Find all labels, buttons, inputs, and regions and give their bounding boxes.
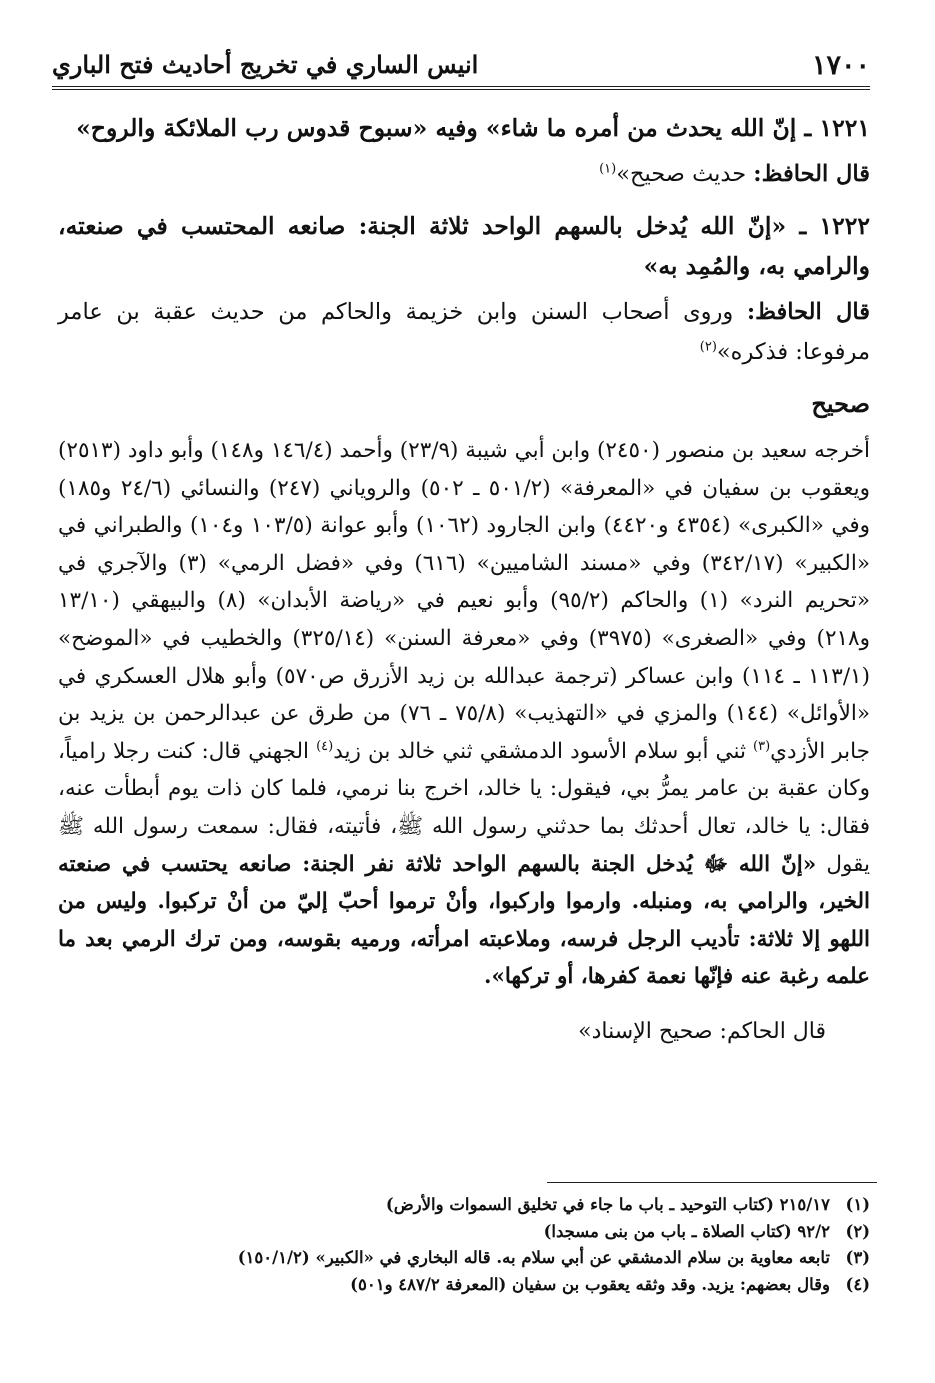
takhrij-paragraph [58, 432, 870, 996]
hadith-1221: ١٢٢١ ـ إنّ الله يحدث من أمره ما شاء» وفيه «سبوح قدوس رب الملائكة والروح» [76, 114, 870, 142]
footnote-ref-1: (١) [599, 161, 617, 177]
footnote-number: (١) [845, 1195, 870, 1214]
footnote-ref-2: (٢) [699, 339, 717, 355]
page-body [58, 108, 870, 1052]
page-header [52, 44, 870, 90]
footnote-rule [547, 1182, 877, 1183]
takhrij-part-3: الجهني قال: كنت رجلا رامياً، وكان عقبة بن عامر يمرُّ بي، فيقول: يا خالد، اخرج بنا نرمي، فلما كان ذات يوم أبطأت عنه، فقال: يا خالد، تعال أحدثك بما حدثني رسول الله ﷺ، فأتيته، فقال: سمعت رسول الله ﷺ يقول [58, 738, 870, 877]
footnote-text: وقال بعضهم: يزيد. وقد وثقه يعقوب بن سفيان (المعرفة ٤٨٧/٢ و٥٠١) [350, 1274, 830, 1294]
hafiz-comment-1221 [58, 154, 870, 194]
footnote-ref-3: (٣) [753, 738, 771, 754]
footnote-text: ٩٢/٢ (كتاب الصلاة ـ باب من بنى مسجدا) [543, 1221, 830, 1241]
hadith-1222: ١٢٢٢ ـ «إنّ الله يُدخل بالسهم الواحد ثلاثة الجنة: صانعه المحتسب في صنعته، والرامي به، والمُمِد به» [58, 212, 870, 280]
takhrij-part-2: ثني أبو سلام الأسود الدمشقي ثني خالد بن زيد [333, 738, 754, 764]
footnote-1 [58, 1192, 870, 1219]
said-text: وروى أصحاب السنن وابن خزيمة والحاكم من حديث عقبة بن عامر مرفوعا: فذكره» [58, 299, 870, 365]
said-label: قال الحافظ: [753, 161, 870, 187]
header-rule [52, 86, 870, 90]
hakim-verdict: قال الحاكم: صحيح الإسناد» [578, 1018, 826, 1044]
hadith-text-bold: «إنّ الله ﷻ يُدخل الجنة بالسهم الواحد ثلاثة نفر الجنة: صانعه يحتسب في صنعته الخير، والرامي به، ومنبله. وارموا واركبوا، وأنْ ترموا أحبّ إليّ من أنْ تركبوا. وليس من اللهو إلا ثلاثة: تأديب الرجل فرسه، وملاعبته امرأته، ورميه بقوسه، ومن ترك الرمي بعد ما علمه رغبة عنه فإنّها نعمة كفرها، أو تركها». [58, 851, 870, 990]
running-title: انيس الساري في تخريج أحاديث فتح الباري [52, 50, 479, 79]
footnote-number: (٢) [845, 1221, 870, 1241]
page-number: ١٧٠٠ [811, 50, 870, 81]
hafiz-comment-1222 [58, 292, 870, 372]
footnote-number: (٣) [845, 1248, 870, 1267]
footnote-4 [58, 1272, 870, 1299]
footnote-ref-4: (٤) [316, 738, 334, 754]
footnote-3 [58, 1245, 870, 1272]
verdict-heading: صحيح [811, 389, 870, 418]
footnote-text: ٢١٥/١٧ (كتاب التوحيد ـ باب ما جاء في تخليق السموات والأرض) [385, 1195, 830, 1214]
footnotes [58, 1192, 870, 1298]
footnote-number: (٤) [845, 1274, 870, 1294]
footnote-2 [58, 1219, 870, 1246]
takhrij-part-1: أخرجه سعيد بن منصور (٢٤٥٠) وابن أبي شيبة (٢٣/٩) وأحمد (١٤٦/٤ و١٤٨) وأبو داود (٢٥١٣) ويعقوب بن سفيان في «المعرفة» (٥٠١/٢ ـ ٥٠٢) والروياني (٢٤٧) والنسائي (٢٤/٦ و١٨٥) وفي «الكبرى» (٤٣٥٤ و٤٤٢٠) وابن الجارود (١٠٦٢) وأبو عوانة (١٠٣/٥ و١٠٤) والطبراني في «الكبير» (٣٤٢/١٧) وفي «مسند الشاميين» (٦١٦) وفي «فضل الرمي» (٣) والآجري في «تحريم النرد» (١) والحاكم (٩٥/٢) وأبو نعيم في «رياضة الأبدان» (٨) والبيهقي (١٣/١٠ و٢١٨) وفي «الصغرى» (٣٩٧٥) وفي «معرفة السنن» (٣٢٥/١٤) والخطيب في «الموضح» (١١٣/١ ـ ١١٤) وابن عساكر (ترجمة عبدالله بن زيد الأزرق ص٥٧٠) وأبو هلال العسكري في «الأوائل» (١٤٤) والمزي في «التهذيب» (٧٥/٨ ـ ٧٦) من طرق عن عبدالرحمن بن يزيد بن جابر الأزدي [58, 438, 871, 764]
footnote-text: تابعه معاوية بن سلام الدمشقي عن أبي سلام به. قاله البخاري في «الكبير» (١٥٠/١/٢) [237, 1248, 830, 1267]
said-label: قال الحافظ: [746, 299, 871, 325]
said-text: حديث صحيح» [616, 161, 747, 187]
